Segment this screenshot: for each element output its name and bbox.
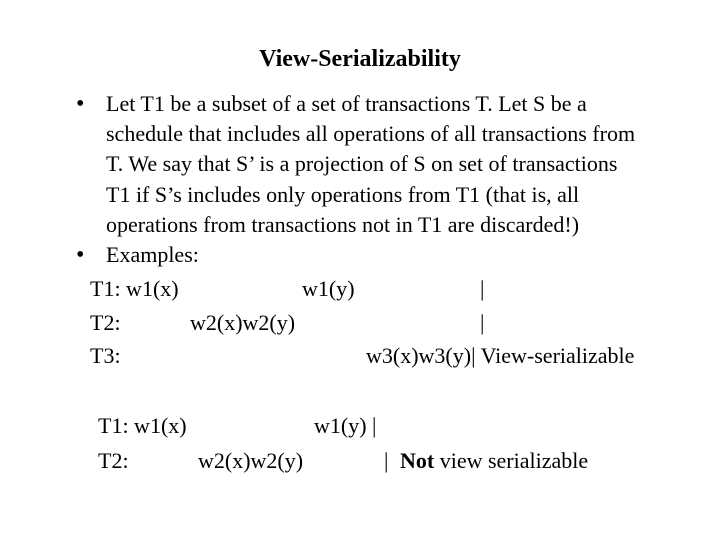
example-2-row-1-op: w1(y) |: [314, 413, 377, 438]
example-2-verdict-emphasis: Not: [400, 448, 435, 473]
bullet-1-line-2: schedule that includes all operations of all transactions from: [106, 121, 636, 146]
bullet-2-text: Examples:: [106, 242, 199, 267]
example-1-row-2-sep: |: [480, 310, 485, 335]
bullet-1-line-5: operations from transactions not in T1 are discarded!): [106, 212, 580, 237]
bullet-1-line-4: T1 if S’s includes only operations from T1 (that is, all: [106, 182, 580, 207]
example-2-verdict: [400, 446, 588, 476]
example-2-verdict-rest: view serializable: [434, 448, 589, 473]
example-2-row-2-op: w2(x)w2(y): [198, 448, 304, 473]
bullet-1-line-1: Let T1 be a subset of a set of transactions T. Let S be a: [106, 91, 587, 116]
example-1-row-2-op: w2(x)w2(y): [190, 310, 296, 335]
slide-title: View-Serializability: [259, 46, 461, 72]
example-1-row-3-label: T3:: [90, 343, 121, 368]
example-2-row-2-label: T2:: [98, 448, 129, 473]
bullet-marker-1: •: [76, 91, 85, 117]
example-2-row-2-sep: |: [384, 448, 389, 473]
bullet-marker-2: •: [76, 242, 85, 268]
example-1-row-1-op: w1(y): [302, 276, 355, 301]
example-1-row-1-label: T1: w1(x): [90, 276, 179, 301]
example-2-row-1-label: T1: w1(x): [98, 413, 187, 438]
example-1-row-2-label: T2:: [90, 310, 121, 335]
example-1-row-3-op: w3(x)w3(y)| View-serializable: [366, 343, 635, 368]
bullet-1-line-3: T. We say that S’ is a projection of S on set of transactions: [106, 151, 618, 176]
example-1-row-1-sep: |: [480, 276, 485, 301]
